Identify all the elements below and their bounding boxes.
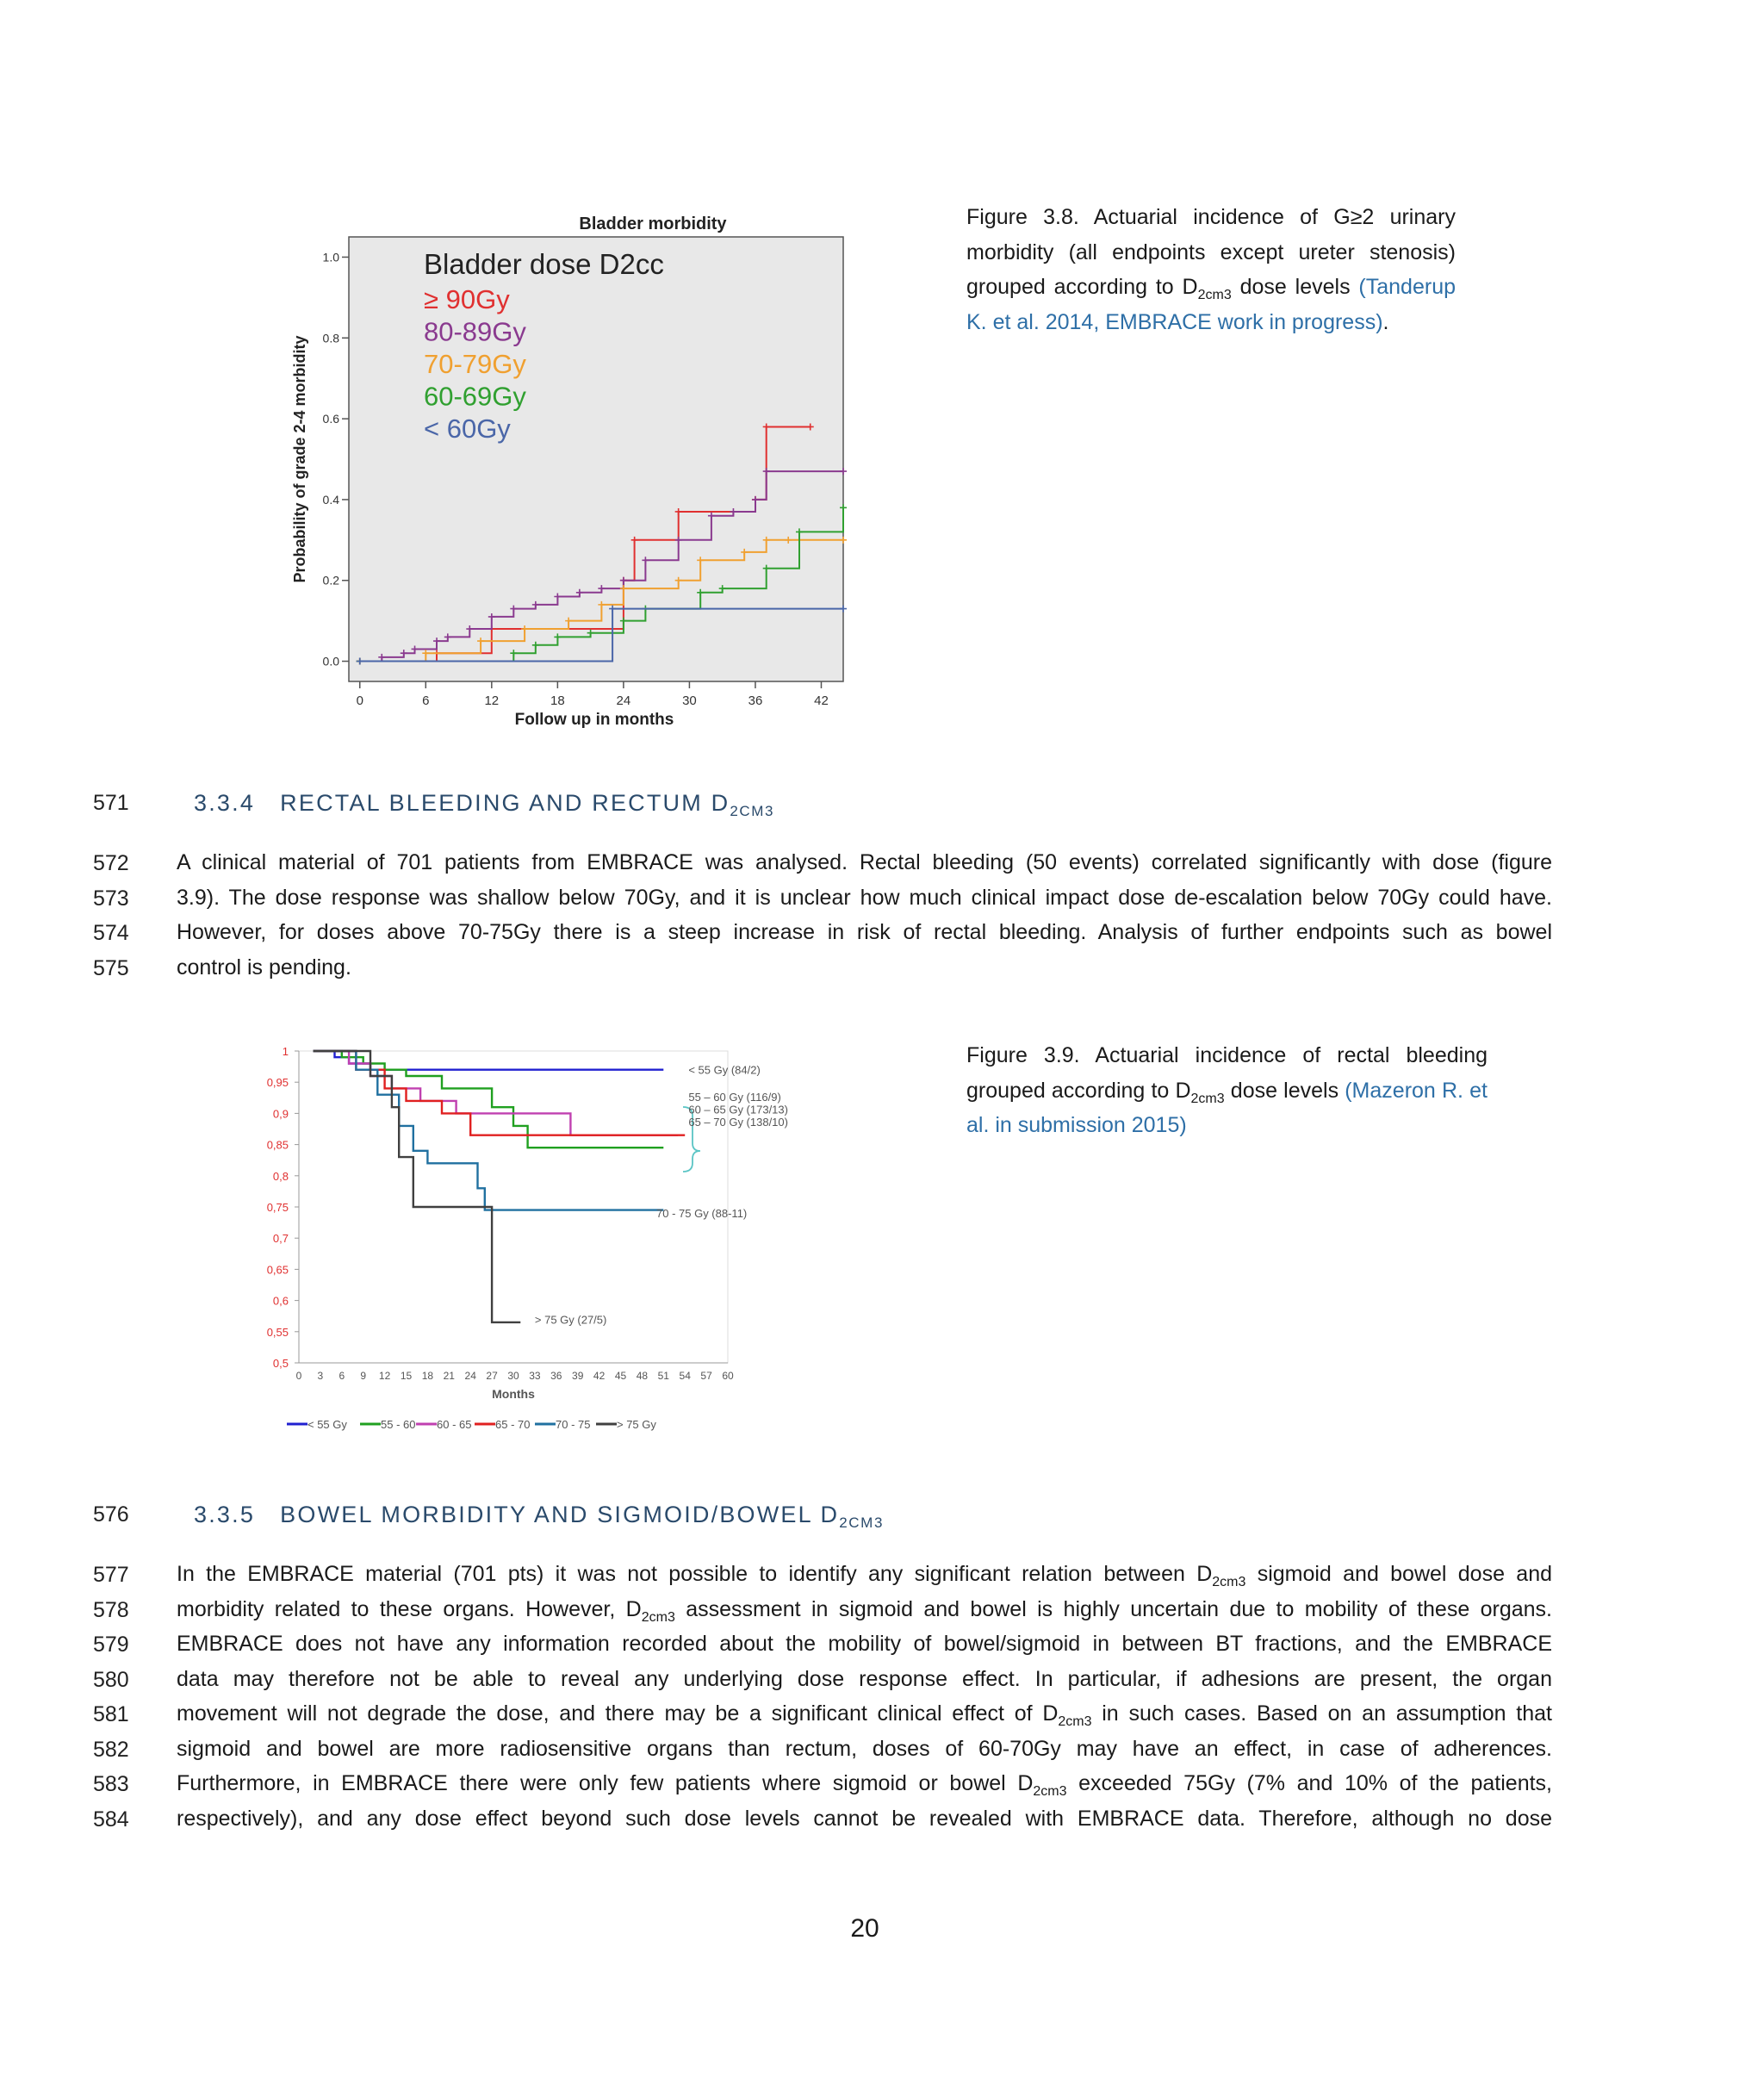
chart1-y-tick-label: 0.4 bbox=[322, 492, 339, 507]
chart2-x-tick-label: 36 bbox=[550, 1370, 562, 1382]
chart1-x-tick-label: 24 bbox=[616, 693, 631, 708]
chart2-legend-entry: 55 - 60 bbox=[381, 1418, 416, 1431]
paragraph-line bbox=[177, 1557, 1552, 1592]
page-number: 20 bbox=[850, 1914, 879, 1943]
section-number: 3.3.5 bbox=[194, 1502, 256, 1527]
figure-3-9-citation-link[interactable]: (Mazeron R. et al. in submission 2015) bbox=[966, 1078, 1488, 1137]
paragraph-line: data may therefore not be able to reveal any underlying dose response effect. In particular, if adhesions are present, the organ bbox=[177, 1666, 1552, 1691]
figure-3-8-caption-text: Figure 3.8. Actuarial incidence of G≥2 urinary morbidity (all endpoints except ureter stenosis) grouped according to D bbox=[966, 205, 1456, 299]
chart2-y-tick-label: 1 bbox=[282, 1045, 289, 1058]
paragraph-line: EMBRACE does not have any information recorded about the mobility of bowel/sigmoid in between BT fractions, and the EMBRACE bbox=[177, 1632, 1552, 1656]
chart2-y-tick-label: 0,85 bbox=[266, 1138, 289, 1152]
chart1-x-tick-label: 30 bbox=[682, 693, 697, 708]
chart2-x-tick-label: 57 bbox=[700, 1370, 712, 1382]
line-number: 583 bbox=[93, 1772, 129, 1796]
chart2-y-tick-label: 0,65 bbox=[266, 1263, 289, 1277]
chart1-y-tick-label: 0.6 bbox=[322, 412, 339, 426]
chart2-x-tick-label: 21 bbox=[443, 1370, 455, 1382]
chart2-y-tick-label: 0,8 bbox=[272, 1169, 289, 1183]
line-number: 575 bbox=[93, 955, 129, 980]
chart2-x-tick-label: 30 bbox=[507, 1370, 519, 1382]
caption-period: . bbox=[1382, 309, 1389, 334]
chart2-x-tick-label: 12 bbox=[378, 1370, 391, 1382]
chart2-x-tick-label: 24 bbox=[464, 1370, 476, 1382]
figure-3-9-caption bbox=[966, 1038, 1488, 1143]
chart2-x-tick-label: 33 bbox=[529, 1370, 541, 1382]
line-number: 578 bbox=[93, 1597, 129, 1622]
chart1-y-tick-label: 0.2 bbox=[322, 573, 339, 588]
chart2-x-axis-label: Months bbox=[492, 1387, 535, 1401]
chart1-legend-entry: 60-69Gy bbox=[424, 381, 526, 412]
section-3-3-4-heading bbox=[194, 790, 774, 820]
chart2-series-annotation: 55 – 60 Gy (116/9) bbox=[688, 1090, 781, 1104]
chart2-x-tick-label: 60 bbox=[722, 1370, 734, 1382]
chart1-legend-entry: 80-89Gy bbox=[424, 316, 526, 347]
chart1-legend-entry: < 60Gy bbox=[424, 414, 511, 444]
chart2-y-tick-label: 0,5 bbox=[272, 1357, 289, 1370]
bladder-morbidity-chart bbox=[276, 200, 861, 743]
paragraph-line bbox=[177, 1766, 1552, 1801]
line-number: 584 bbox=[93, 1807, 129, 1832]
paragraph-line: control is pending. bbox=[177, 955, 351, 980]
chart2-legend-entry: 70 - 75 bbox=[556, 1418, 591, 1431]
chart2-x-tick-label: 18 bbox=[421, 1370, 434, 1382]
chart1-x-axis-label: Follow up in months bbox=[514, 711, 674, 729]
chart1-x-tick-label: 12 bbox=[484, 693, 500, 708]
subscript: 2cm3 bbox=[641, 1609, 675, 1625]
section-title: RECTAL BLEEDING AND RECTUM D bbox=[280, 790, 730, 816]
chart2-y-tick-label: 0,95 bbox=[266, 1076, 289, 1090]
text-run: In the EMBRACE material (701 pts) it was not possible to identify any significant relation between D bbox=[177, 1562, 1213, 1586]
chart2-legend-entry: > 75 Gy bbox=[617, 1418, 656, 1431]
chart2-x-tick-label: 3 bbox=[317, 1370, 324, 1382]
chart2-x-tick-label: 42 bbox=[593, 1370, 606, 1382]
line-number: 573 bbox=[93, 886, 129, 911]
figure-3-9-caption-text-2: dose levels bbox=[1224, 1078, 1345, 1103]
section-title-subscript: 2CM3 bbox=[730, 803, 775, 819]
section-title-subscript: 2CM3 bbox=[839, 1514, 884, 1531]
text-run: sigmoid and bowel dose and bbox=[1245, 1562, 1553, 1586]
section-3-3-4-paragraph bbox=[177, 845, 1552, 985]
section-number: 3.3.4 bbox=[194, 790, 256, 816]
line-number: 582 bbox=[93, 1737, 129, 1762]
text-run: morbidity related to these organs. However, D bbox=[177, 1596, 642, 1621]
chart2-series-annotation: 65 – 70 Gy (138/10) bbox=[688, 1115, 788, 1129]
chart2-x-tick-label: 27 bbox=[486, 1370, 498, 1382]
subscript: 2cm3 bbox=[1212, 1575, 1246, 1589]
paragraph-line: A clinical material of 701 patients from EMBRACE was analysed. Rectal bleeding (50 events) correlated significantly with dose (figure bbox=[177, 850, 1552, 874]
chart1-y-tick-label: 1.0 bbox=[322, 250, 339, 264]
chart2-x-tick-label: 39 bbox=[572, 1370, 584, 1382]
figure-3-8-caption bbox=[966, 200, 1456, 339]
text-run: Furthermore, in EMBRACE there were only few patients where sigmoid or bowel D bbox=[177, 1771, 1034, 1795]
text-run: movement will not degrade the dose, and there may be a significant clinical effect of D bbox=[177, 1701, 1059, 1726]
chart1-legend-entry: 70-79Gy bbox=[424, 349, 526, 379]
chart1-x-tick-label: 6 bbox=[422, 693, 430, 708]
chart2-legend-entry: 65 - 70 bbox=[495, 1418, 531, 1431]
chart2-x-tick-label: 51 bbox=[657, 1370, 669, 1382]
chart1-y-axis-label: Probability of grade 2-4 morbidity bbox=[291, 335, 308, 583]
line-number: 579 bbox=[93, 1633, 129, 1657]
subscript: 2cm3 bbox=[1058, 1714, 1092, 1729]
text-run: in such cases. Based on an assumption that bbox=[1091, 1701, 1553, 1726]
chart1-x-tick-label: 18 bbox=[550, 693, 565, 708]
figure-3-8-citation-link[interactable]: (Tanderup K. et al. 2014, EMBRACE work in progress) bbox=[966, 275, 1456, 334]
chart2-x-tick-label: 9 bbox=[360, 1370, 367, 1382]
section-3-3-5-heading bbox=[194, 1502, 884, 1532]
paragraph-line: sigmoid and bowel are more radiosensitive organs than rectum, doses of 60-70Gy may have an effect, in case of adherences. bbox=[177, 1736, 1552, 1761]
section-3-3-5-paragraph bbox=[177, 1557, 1552, 1836]
line-number: 580 bbox=[93, 1667, 129, 1692]
subscript: 2cm3 bbox=[1033, 1784, 1067, 1799]
figure-3-8-caption-text-2: dose levels bbox=[1231, 275, 1359, 299]
chart1-x-tick-label: 36 bbox=[748, 693, 763, 708]
paragraph-line bbox=[177, 1696, 1552, 1732]
text-run: assessment in sigmoid and bowel is highly uncertain due to mobility of these organs. bbox=[674, 1596, 1552, 1621]
chart2-x-tick-label: 0 bbox=[295, 1370, 302, 1382]
line-number: 571 bbox=[93, 791, 129, 815]
line-number: 577 bbox=[93, 1563, 129, 1587]
section-title: BOWEL MORBIDITY AND SIGMOID/BOWEL D bbox=[280, 1502, 840, 1527]
chart2-x-tick-label: 48 bbox=[636, 1370, 649, 1382]
chart2-y-tick-label: 0,55 bbox=[266, 1325, 289, 1339]
rectal-bleeding-chart bbox=[250, 1034, 870, 1447]
chart2-y-tick-label: 0,6 bbox=[272, 1294, 289, 1308]
chart1-x-tick-label: 0 bbox=[356, 693, 363, 708]
chart2-series-annotation: 60 – 65 Gy (173/13) bbox=[688, 1103, 788, 1116]
chart1-x-tick-label: 42 bbox=[814, 693, 829, 708]
chart1-y-tick-label: 0.0 bbox=[322, 654, 339, 669]
chart2-series-annotation: < 55 Gy (84/2) bbox=[688, 1063, 761, 1077]
line-number: 574 bbox=[93, 921, 129, 945]
paragraph-line bbox=[177, 1592, 1552, 1627]
chart2-legend-entry: 60 - 65 bbox=[437, 1418, 472, 1431]
line-number: 581 bbox=[93, 1702, 129, 1726]
chart2-series-annotation: 70 - 75 Gy (88-11) bbox=[656, 1207, 748, 1221]
paragraph-line: 3.9). The dose response was shallow below 70Gy, and it is unclear how much clinical impact dose de-escalation below 70Gy could have. bbox=[177, 885, 1552, 910]
chart2-y-tick-label: 0,7 bbox=[272, 1232, 289, 1246]
chart1-legend-entry: ≥ 90Gy bbox=[424, 284, 510, 314]
line-number: 576 bbox=[93, 1502, 129, 1527]
caption-subscript: 2cm3 bbox=[1197, 288, 1232, 302]
figure-3-9-caption-text: Figure 3.9. Actuarial incidence of rectal bleeding grouped according to D bbox=[966, 1043, 1488, 1103]
chart2-x-tick-label: 45 bbox=[614, 1370, 627, 1382]
chart1-title: Bladder morbidity bbox=[579, 215, 727, 233]
text-run: exceeded 75Gy (7% and 10% of the patients, bbox=[1066, 1771, 1552, 1795]
paragraph-line: However, for doses above 70-75Gy there is a steep increase in risk of rectal bleeding. Analysis of further endpoints such as bowel bbox=[177, 920, 1552, 944]
chart1-legend-title: Bladder dose D2cc bbox=[424, 248, 664, 280]
chart2-x-tick-label: 15 bbox=[400, 1370, 413, 1382]
chart2-x-tick-label: 54 bbox=[679, 1370, 691, 1382]
paragraph-line: respectively), and any dose effect beyond such dose levels cannot be revealed with EMBRACE data. Therefore, although no dose bbox=[177, 1806, 1552, 1831]
line-number: 572 bbox=[93, 851, 129, 875]
caption-subscript: 2cm3 bbox=[1190, 1091, 1225, 1106]
chart2-series-annotation: > 75 Gy (27/5) bbox=[534, 1313, 607, 1327]
chart2-legend-entry: < 55 Gy bbox=[307, 1418, 347, 1431]
chart2-y-tick-label: 0,9 bbox=[272, 1107, 289, 1121]
chart2-x-tick-label: 6 bbox=[339, 1370, 345, 1382]
chart2-y-tick-label: 0,75 bbox=[266, 1201, 289, 1214]
chart1-y-tick-label: 0.8 bbox=[322, 331, 339, 345]
